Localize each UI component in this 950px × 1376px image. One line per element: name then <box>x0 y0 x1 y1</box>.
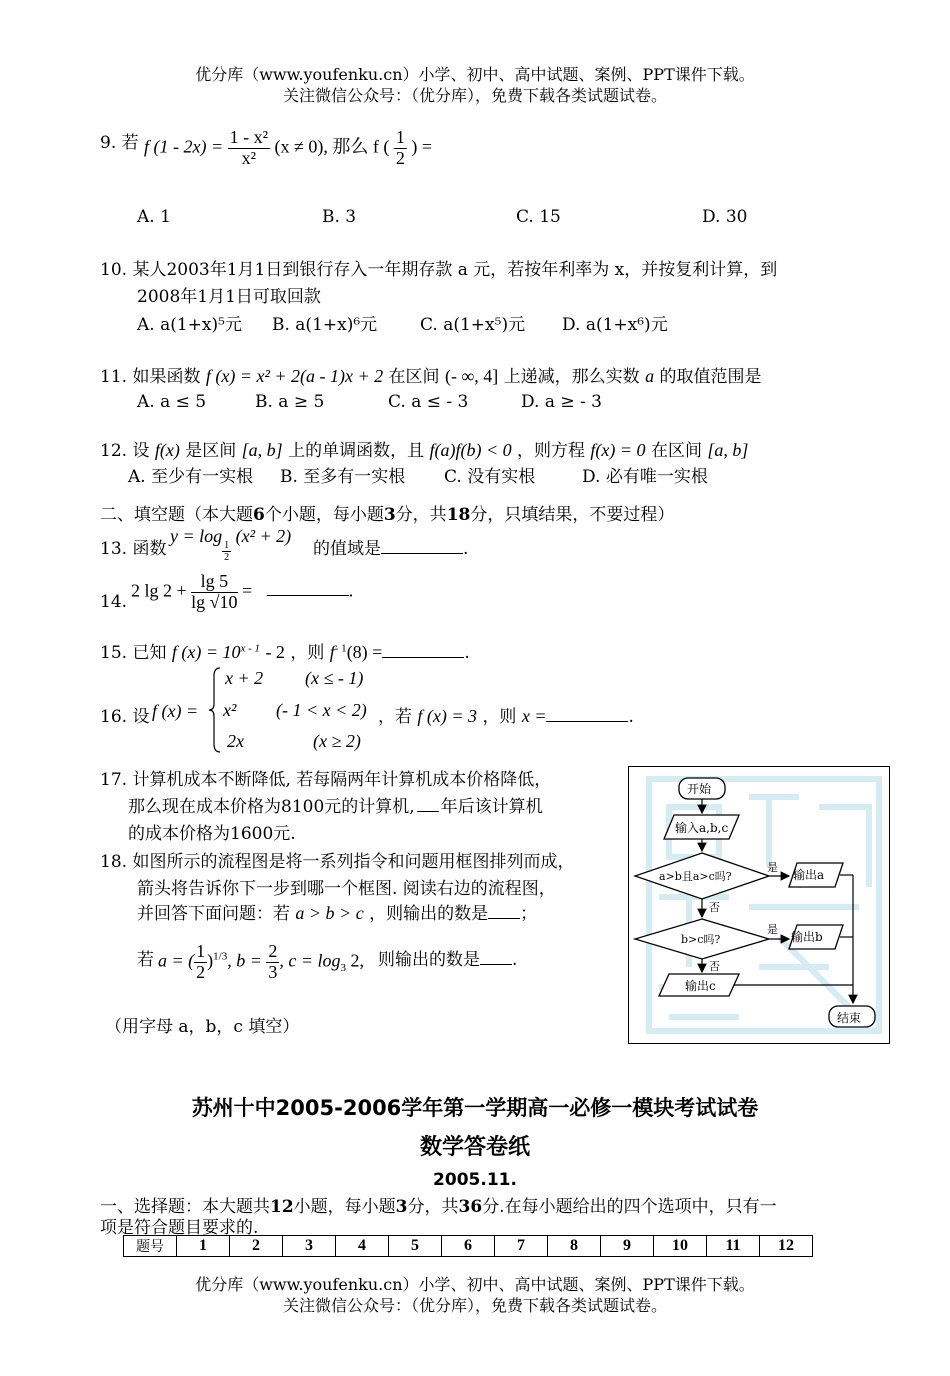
q17-line-1: 17. 计算机成本不断降低, 若每隔两年计算机成本价格降低， <box>100 770 552 790</box>
q9-option-d: D. 30 <box>702 207 748 227</box>
q12-b: 是区间 <box>185 441 237 461</box>
q12-cond: f(a)f(b) < 0 <box>429 440 512 460</box>
q11-mid: 在区间 <box>388 367 440 387</box>
q9-f-arg: f (1 - 2x) = <box>144 136 224 157</box>
exam-title: 苏州十中2005-2006学年第一学期高一必修一模块考试试卷 <box>191 1096 759 1120</box>
footer-line-2: 关注微信公众号：（优分库），免费下载各类试题试卷。 <box>282 1296 667 1315</box>
q13-base-den: 2 <box>224 552 230 563</box>
q18-line-4c: . <box>512 950 518 970</box>
q18-c-arg: 2, <box>346 950 364 971</box>
q9-label: 9. 若 <box>100 133 139 153</box>
q12-option-d: D. 必有唯一实根 <box>582 467 708 487</box>
q14-fraction <box>191 572 237 613</box>
q15-expr: f (x) = 10 <box>171 642 241 662</box>
q17-blank[interactable] <box>417 811 439 812</box>
q18-defs: a = ( $\frac{1}{2}$ )$^{1/3}$, b = $\frac{2}{3}$ , $c = \log_3 2$, <box>158 941 364 982</box>
exam-subtitle: 数学答卷纸 <box>419 1135 530 1160</box>
q16-end: . <box>628 707 634 727</box>
q18-a-def: a = ( <box>158 950 195 971</box>
q13-label: 13. 函数 <box>100 539 167 559</box>
q15-line <box>100 638 470 663</box>
q14-num: lg 5 <box>191 572 237 593</box>
q9-den: x² <box>241 147 257 168</box>
q13-base-num: 1 <box>224 540 230 551</box>
q15-end: . <box>464 643 470 663</box>
q12-ab2: [a, b] <box>707 440 749 460</box>
s2-score: 3 <box>383 505 396 525</box>
q9-half-den: 2 <box>395 147 405 168</box>
flow-yes1-label: 是 <box>767 861 778 874</box>
flowchart-graphic <box>629 767 889 1043</box>
q13-log: y = log <box>170 526 223 546</box>
answer-cell-10: 10 <box>654 1236 707 1257</box>
q12-ab: [a, b] <box>241 440 283 460</box>
q13-end: . <box>463 539 469 559</box>
q15-mid: ，则 <box>290 643 325 663</box>
q12-d: ，则方程 <box>517 441 586 461</box>
q11-suffix: 上递减，那么实数 <box>503 367 640 387</box>
q17-line-2a: 那么现在成本价格为8100元的计算机, <box>128 797 415 817</box>
flow-cond2-label: b>c吗? <box>681 933 721 946</box>
q16-tail <box>378 702 634 727</box>
q11-prefix: 11. 如果函数 <box>100 367 201 387</box>
q11-option-b: B. a ≥ 5 <box>255 392 325 412</box>
q15-inv-arg: (8) = <box>346 642 383 662</box>
q12-a: 12. 设 <box>100 441 150 461</box>
q9-tail: ) = <box>411 136 433 157</box>
q12-eq: f(x) = 0 <box>590 440 646 460</box>
q12-option-c: C. 没有实根 <box>444 467 536 487</box>
section-2-heading <box>100 500 674 525</box>
flow-no2-label: 否 <box>709 960 720 973</box>
q13-tail <box>313 534 468 559</box>
q12-option-a: A. 至少有一实根 <box>128 467 254 487</box>
s1-c: 分，共 <box>407 1197 459 1217</box>
flow-no1-label: 否 <box>709 901 720 914</box>
q14-lhs: 2 lg 2 + <box>131 580 187 601</box>
flowchart <box>628 766 890 1044</box>
flow-cond1-label: a>b且a>c吗? <box>659 870 732 883</box>
q18-b-num: 2 <box>268 941 278 961</box>
flow-out-a-label: 输出a <box>793 868 825 882</box>
answer-cell-5: 5 <box>389 1236 442 1257</box>
q18-cond: a > b > c <box>295 903 364 923</box>
exam-date: 2005.11. <box>433 1170 517 1190</box>
s2-prefix: 二、填空题（本大题 <box>100 505 253 525</box>
q11-expr: f (x) = x² + 2(a - 1)x + 2 <box>205 366 384 386</box>
q11-end: 的取值范围是 <box>659 367 762 387</box>
q13-blank[interactable] <box>381 553 463 554</box>
q18-blank-2[interactable] <box>480 964 512 965</box>
q18-line-4b <box>378 945 517 970</box>
header-line-2: 关注微信公众号：（优分库），免费下载各类试题试卷。 <box>282 86 667 105</box>
q11-var: a <box>645 366 655 386</box>
flow-out-c-label: 输出c <box>685 979 716 993</box>
q14-expr <box>131 572 353 613</box>
q15-blank[interactable] <box>382 657 464 658</box>
s1-b: 小题，每小题 <box>293 1197 396 1217</box>
q16-case2-cond: (- 1 < x < 2) <box>276 700 367 720</box>
q12-c: 上的单调函数，且 <box>288 441 425 461</box>
q16-label: 16. 设 <box>100 707 150 727</box>
q11-option-c: C. a ≤ - 3 <box>388 392 469 412</box>
q9-option-c: C. 15 <box>516 207 561 227</box>
q16-blank[interactable] <box>546 721 628 722</box>
q16-given: f (x) = 3 <box>417 706 478 726</box>
q12-fx: f(x) <box>154 440 180 460</box>
q18-line-2: 箭头将告诉你下一步到哪一个框图. 阅读右边的流程图， <box>137 879 556 899</box>
q15-inv: f <box>329 642 335 662</box>
q11-interval: (- ∞, 4] <box>444 366 499 386</box>
q9-fraction <box>228 128 270 169</box>
q17-line-3: 的成本价格为1600元. <box>128 824 296 844</box>
q16-brace <box>208 666 222 754</box>
q13-base <box>222 540 231 563</box>
s2-mid1: 个小题，每小题 <box>264 505 384 525</box>
q13-arg: (x² + 2) <box>235 526 292 546</box>
q14-end: . <box>348 580 354 601</box>
answer-cell-9: 9 <box>601 1236 654 1257</box>
q10-line-1: 10. 某人2003年1月1日到银行存入一年期存款 a 元，若按年利率为 x，并按复利计算，到 <box>100 260 778 280</box>
q11-option-a: A. a ≤ 5 <box>137 392 207 412</box>
q9-option-b: B. 3 <box>322 207 357 227</box>
q16-case3-cond: (x ≥ 2) <box>313 731 361 751</box>
q15-inv-exp: - 1 <box>334 642 347 655</box>
q18-b-frac <box>266 942 279 983</box>
q12-e: 在区间 <box>650 441 702 461</box>
q16-case1-cond: (x ≤ - 1) <box>305 668 364 688</box>
q15-exp: x - 1 <box>240 642 261 655</box>
q14-label: 14. <box>100 592 128 612</box>
answer-cell-1: 1 <box>177 1236 230 1257</box>
answer-cell-12: 12 <box>760 1236 813 1257</box>
s1-s: 3 <box>395 1197 408 1217</box>
q12-line <box>100 436 748 461</box>
q13-tail-text: 的值域是 <box>313 539 381 559</box>
q16-case2-expr: x² <box>223 700 237 720</box>
q10-option-b: B. a(1+x)⁶元 <box>272 315 378 335</box>
flow-out-b-label: 输出b <box>791 930 823 944</box>
q11-line <box>100 362 762 387</box>
s2-total: 18 <box>446 505 471 525</box>
q18-a-den: 2 <box>196 961 206 982</box>
q17-line-2 <box>128 792 543 817</box>
q10-option-a: A. a(1+x)⁵元 <box>137 315 242 335</box>
q13-expr <box>170 526 291 563</box>
answer-table-header: 题号 <box>124 1236 177 1257</box>
q18-line-3 <box>137 899 537 924</box>
q9-cond: (x ≠ 0), 那么 f ( <box>274 136 390 157</box>
q12-option-b: B. 至多有一实根 <box>280 467 406 487</box>
q11-option-d: D. a ≥ - 3 <box>521 392 602 412</box>
q18-line-4b-text: 则输出的数是 <box>378 950 480 970</box>
section-1-intro-2: 项是符合题目要求的. <box>100 1218 259 1238</box>
q18-line-3b: ，则输出的数是 <box>369 904 489 924</box>
s1-d: 分.在每小题给出的四个选项中，只有一 <box>482 1197 777 1217</box>
answer-cell-6: 6 <box>442 1236 495 1257</box>
q9-option-a: A. 1 <box>137 207 171 227</box>
q18-a-exp: 1/3 <box>213 950 228 963</box>
q9-half-num: 1 <box>395 127 405 147</box>
answer-table-row <box>124 1236 813 1257</box>
answer-cell-11: 11 <box>707 1236 760 1257</box>
q18-hint: （用字母 a，b，c 填空） <box>105 1017 300 1037</box>
flow-yes2-label: 是 <box>767 923 778 936</box>
q9-num: 1 - x² <box>229 127 269 147</box>
q18-c-base: 3 <box>340 962 346 975</box>
q18-line-1: 18. 如图所示的流程图是将一系列指令和问题用框图排列而成， <box>100 852 575 872</box>
answer-cell-7: 7 <box>495 1236 548 1257</box>
flow-end-label: 结束 <box>837 1011 862 1025</box>
q14-eq: = <box>242 580 253 601</box>
s2-mid2: 分，共 <box>395 505 447 525</box>
q16-ask: x = <box>521 706 547 726</box>
s1-n: 12 <box>270 1197 294 1217</box>
q18-line-4a: 若 <box>137 950 154 970</box>
q16-case1-expr: x + 2 <box>225 668 264 688</box>
q18-c-def: , c = log <box>279 950 341 971</box>
s2-suffix: 分，只填结果，不要过程） <box>470 505 675 525</box>
q10-option-c: C. a(1+x⁵)元 <box>420 315 526 335</box>
q14-blank[interactable] <box>267 595 349 596</box>
q16-mid2: ，则 <box>482 707 517 727</box>
q18-line-3a: 并回答下面问题：若 <box>137 904 290 924</box>
q9-half <box>394 128 407 169</box>
q18-a-num: 1 <box>196 941 206 961</box>
q15-expr2: - 2 <box>265 642 285 662</box>
q15-label: 15. 已知 <box>100 643 167 663</box>
answer-cell-3: 3 <box>283 1236 336 1257</box>
header-line-1: 优分库（www.youfenku.cn）小学、初中、高中试题、案例、PPT课件下载。 <box>195 65 755 84</box>
flow-input-label: 输入a,b,c <box>675 821 729 835</box>
footer-line-1: 优分库（www.youfenku.cn）小学、初中、高中试题、案例、PPT课件下载。 <box>195 1275 755 1294</box>
answer-cell-8: 8 <box>548 1236 601 1257</box>
answer-table <box>123 1235 813 1257</box>
q18-b-den: 3 <box>268 961 278 982</box>
q18-a-frac <box>194 942 207 983</box>
q18-b-def: , b = <box>227 950 262 971</box>
s2-n: 6 <box>253 505 265 525</box>
q10-line-2: 2008年1月1日可取回款 <box>137 287 321 307</box>
q9-expression <box>144 128 432 169</box>
flow-start-label: 开始 <box>687 782 712 796</box>
q17-line-2b: 年后该计算机 <box>440 797 543 817</box>
s1-a: 一、选择题：本大题共 <box>100 1197 270 1217</box>
q16-mid: ，若 <box>378 707 412 727</box>
q16-case3-expr: 2x <box>227 731 244 751</box>
q10-option-d: D. a(1+x⁶)元 <box>562 315 668 335</box>
q14-den: lg √10 <box>191 591 238 612</box>
q18-line-3c: ； <box>520 904 538 924</box>
s1-t: 36 <box>458 1197 483 1217</box>
q16-fx: f (x) = <box>152 701 199 721</box>
answer-cell-2: 2 <box>230 1236 283 1257</box>
q18-blank-1[interactable] <box>488 918 520 919</box>
answer-cell-4: 4 <box>336 1236 389 1257</box>
